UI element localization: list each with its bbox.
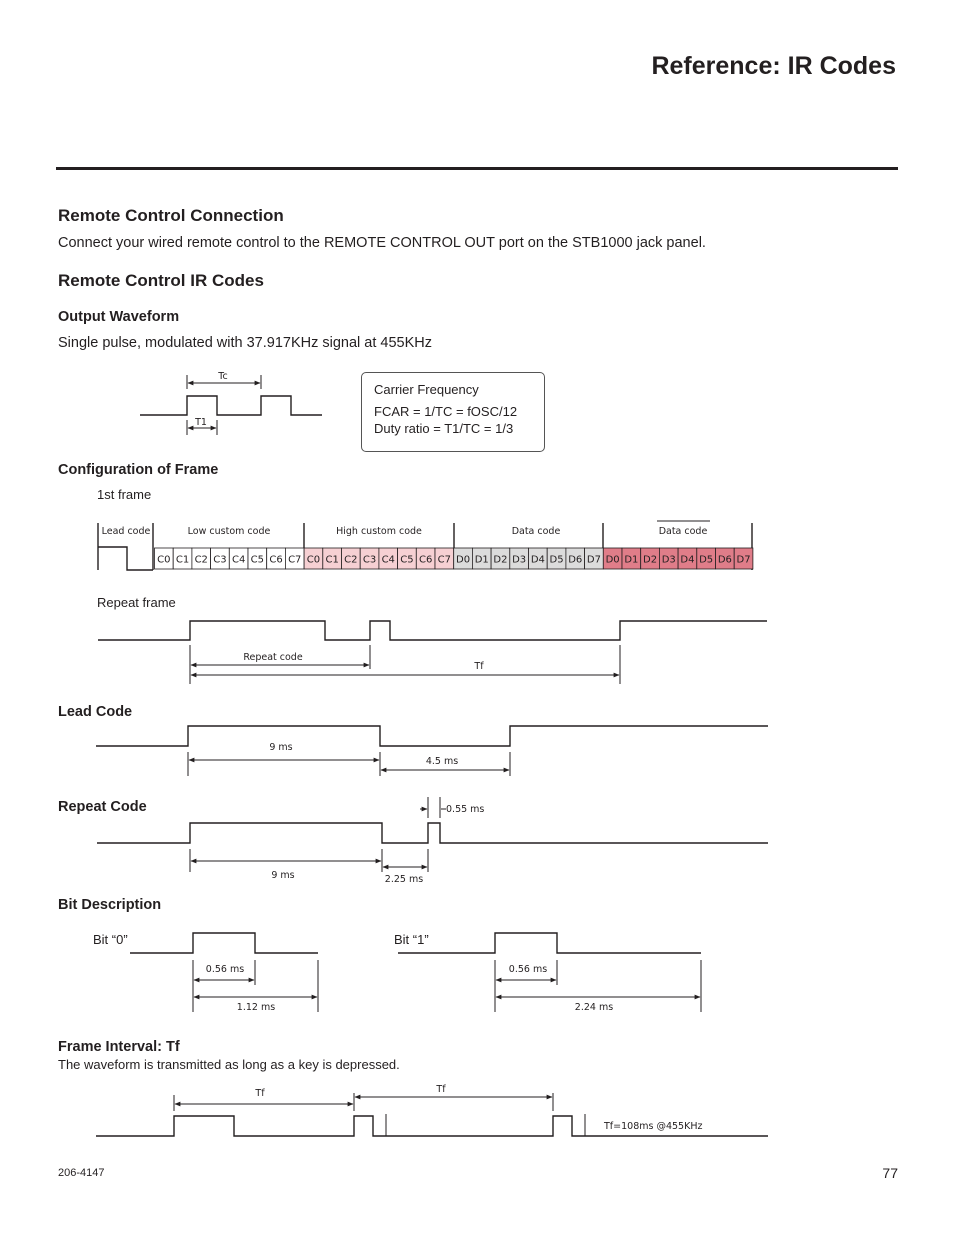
frame-cell-label: D6 — [568, 554, 583, 566]
t1-label: T1 — [195, 417, 207, 428]
lead-high-label: 9 ms — [269, 742, 293, 753]
frame-cell-label: D5 — [549, 554, 564, 566]
bit0-period-label: 1.12 ms — [236, 1002, 276, 1013]
repeat-frame-label: Repeat frame — [97, 595, 176, 610]
carrier-title: Carrier Frequency — [374, 382, 479, 397]
connection-heading: Remote Control Connection — [58, 206, 284, 225]
repeat-pulse-label: 0.55 ms — [446, 804, 485, 815]
repeat-frame-waveform — [98, 621, 767, 640]
frame-cell-label: D7 — [586, 554, 601, 566]
repeat-low-label: 2.25 ms — [384, 874, 424, 885]
bit0-pulse-label: 0.56 ms — [205, 964, 245, 975]
repeat-code-span-label: Repeat code — [243, 652, 303, 663]
repeat-high-label: 9 ms — [271, 870, 295, 881]
carrier-formula: FCAR = 1/TC = fOSC/12 — [374, 404, 518, 419]
frame-cell-label: D3 — [661, 554, 676, 566]
group-lead-code: Lead code — [101, 526, 151, 537]
frame-cells — [155, 548, 753, 569]
connection-text: Connect your wired remote control to the REMOTE CONTROL OUT port on the STB1000 jack panel. — [58, 235, 706, 251]
bit1-label: Bit “1” — [394, 932, 429, 947]
frame-cell-label: C6 — [418, 554, 433, 566]
frame-cell-label: D6 — [717, 554, 732, 566]
tf-note: Tf=108ms @455KHz — [604, 1121, 703, 1132]
group-inverted-data-code: Data code — [658, 526, 708, 537]
group-data-code: Data code — [511, 526, 561, 537]
carrier-waveform — [140, 396, 322, 415]
frame-cell-label: D7 — [736, 554, 751, 566]
frame-cell-label: C2 — [194, 554, 208, 566]
ir-codes-heading: Remote Control IR Codes — [58, 271, 264, 290]
frame-cell-label: C7 — [288, 554, 302, 566]
frame-cell-label: C1 — [325, 554, 339, 566]
frame-cell-label: D0 — [605, 554, 620, 566]
tc-label: Tc — [218, 371, 228, 382]
frame-cell-label: D4 — [680, 554, 695, 566]
repeat-code-heading: Repeat Code — [58, 799, 147, 815]
frame-cell-label: C1 — [175, 554, 190, 566]
carrier-duty-ratio: Duty ratio = T1/TC = 1/3 — [374, 421, 514, 436]
page-number: 77 — [882, 1165, 898, 1181]
frame-interval-text: The waveform is transmitted as long as a key is depressed. — [58, 1057, 400, 1072]
frame-cell-label: C0 — [157, 554, 171, 566]
frame-cell-label: C5 — [400, 554, 414, 566]
bit0-label: Bit “0” — [93, 932, 128, 947]
tf-span-label: Tf — [474, 661, 484, 672]
repeat-code-waveform — [97, 823, 768, 843]
first-frame-label: 1st frame — [97, 487, 152, 502]
lead-code-waveform — [96, 726, 768, 746]
lead-code-heading: Lead Code — [58, 704, 133, 720]
frame-interval-heading: Frame Interval: Tf — [58, 1039, 180, 1055]
tf-label-2: Tf — [436, 1084, 446, 1095]
frame-cell-label: C2 — [344, 554, 358, 566]
frame-cell-label: D0 — [456, 554, 471, 566]
frame-cell-label: D2 — [643, 554, 658, 566]
frame-cell-label: C7 — [437, 554, 452, 566]
frame-cell-label: D2 — [493, 554, 508, 566]
frame-cell-label: C3 — [362, 554, 377, 566]
group-high-custom-code: High custom code — [336, 526, 422, 537]
bit1-waveform — [398, 933, 701, 953]
lead-pulse — [98, 547, 153, 570]
frame-cell-label: C4 — [231, 554, 246, 566]
group-low-custom-code: Low custom code — [187, 526, 271, 537]
bit1-pulse-label: 0.56 ms — [508, 964, 548, 975]
frame-cell-label: C5 — [250, 554, 265, 566]
frame-cell-label: D1 — [624, 554, 639, 566]
frame-config-heading: Configuration of Frame — [58, 462, 219, 478]
frame-cell-label: D4 — [530, 554, 545, 566]
frame-cell-label: D1 — [474, 554, 489, 566]
frame-cell-label: C6 — [269, 554, 283, 566]
bit-description-heading: Bit Description — [58, 897, 162, 913]
frame-cell-label: D5 — [699, 554, 714, 566]
bit0-waveform — [130, 933, 318, 953]
lead-low-label: 4.5 ms — [425, 756, 459, 767]
frame-cell-label: D3 — [512, 554, 527, 566]
bit1-period-label: 2.24 ms — [574, 1002, 614, 1013]
output-waveform-text: Single pulse, modulated with 37.917KHz signal at 455KHz — [58, 335, 433, 351]
output-waveform-heading: Output Waveform — [58, 309, 180, 325]
frame-cell-label: C4 — [381, 554, 395, 566]
frame-cell-label: C0 — [306, 554, 321, 566]
tf-label-1: Tf — [255, 1088, 265, 1099]
frame-cell-label: C3 — [213, 554, 227, 566]
page-title: Reference: IR Codes — [651, 52, 896, 80]
doc-number: 206-4147 — [58, 1167, 105, 1179]
